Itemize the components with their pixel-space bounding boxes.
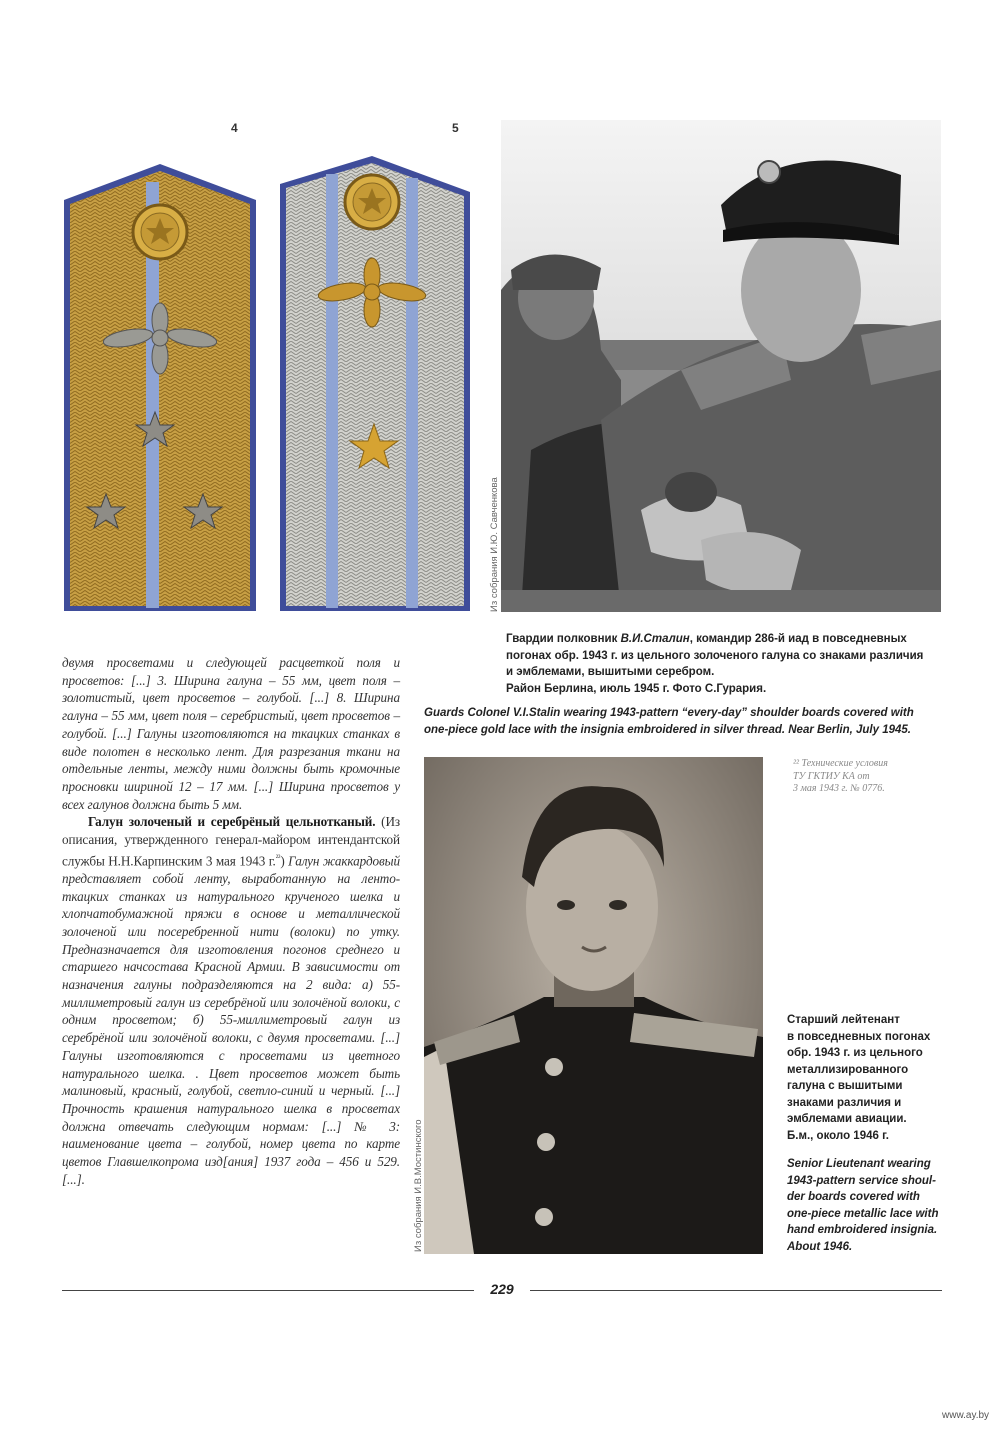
caption-stalin-ru	[506, 631, 946, 697]
paragraph-source: (Из описания, утвержденного генерал-майором интендантской службы Н.Н.Карпинским 3 мая 1943 г.	[62, 814, 400, 869]
caption-lieutenant-ru-line: знаками различия и	[787, 1096, 902, 1109]
paragraph-lead: Галун золоченый и серебрёный цельнотканый.	[88, 814, 376, 830]
silver-shoulder-board	[276, 152, 474, 615]
caption-lieutenant-ru-line: галуна с вышитыми	[787, 1080, 903, 1092]
paragraph-quote: Галун жаккардовый представляет собой ленту, выработанную на ленто-ткацких станках из натурального крученого шелка и хлопчатобумажной пряжи в основе и металлической золоченой или посеребренной нити (волоки) по утку. Предназначается для изготовления погонов среднего и старшего начсостава Красной Армии. В зависимости от назначения галуны подразделяются на 2 вида: а) 55-миллиметровый галун из серебрёной или золочёной волоки, с одним просветом; б) 55-миллиметровый галун из серебрёной или золочёной волоки, с двумя просветами. [...] Галуны изготовляются с просветами из цветного натурального шелка. . Цвет просветов может быть малиновый, красный, голубой, светло-синий и черный. [...] Прочность крашения натурального шелка в просветах должна отвечать следующим нормам: [...] № 3: наименование цвета – голубой, номер цвета по карте цветов Главшелкопрома изд[ания] 1937 года – 456 и 529. [...].	[62, 853, 400, 1187]
page-number: 229	[490, 1281, 514, 1297]
caption-lieutenant-en-line: hand embroidered insignia.	[787, 1224, 938, 1236]
figure-number-4: 4	[231, 121, 238, 135]
caption-stalin-en-line1: Guards Colonel V.I.Stalin wearing 1943-pattern “every-day” shoulder boards covered with	[424, 707, 914, 719]
caption-lieutenant-en-line: one-piece metallic lace with	[787, 1207, 939, 1220]
caption-lieutenant-en	[787, 1156, 987, 1255]
caption-lieutenant-ru-line: Б.м., около 1946 г.	[787, 1129, 889, 1142]
footnote-22	[793, 758, 933, 796]
caption-lieutenant-ru-line: обр. 1943 г. из цельного	[787, 1047, 923, 1059]
photo-credit-stalin: Из собрания И.Ю. Савченкова	[489, 477, 500, 612]
caption-lieutenant-ru-line: Старший лейтенант	[787, 1014, 900, 1026]
caption-stalin-ru-line2: погонах обр. 1943 г. из цельного золоченого галуна со знаками различия	[506, 649, 924, 662]
body-text-column	[62, 654, 400, 1188]
footnote-ref: ²²	[275, 852, 281, 862]
caption-lieutenant-ru-line: в повседневных погонах	[787, 1030, 931, 1043]
caption-stalin-ru-prefix: Гвардии полковник	[506, 633, 621, 645]
figure-number-5: 5	[452, 121, 459, 135]
caption-stalin-ru-line3: и эмблемами, вышитыми серебром.	[506, 666, 715, 678]
caption-lieutenant-en-line: 1943-pattern service shoul-	[787, 1174, 936, 1187]
caption-stalin-ru-rest: , командир 286-й иад в повседневных	[689, 633, 907, 645]
body-paragraph-1: двумя просветами и следующей расцветкой поля и просветов: [...] 3. Ширина галуна – 55 мм, цвет поля – золотистый, цвет просветов – голубой. [...] 8. Ширина галуна – 55 мм, цвет поля – серебристый, цвет просветов – голубой. [...] Галуны изготовляются на ткацких станках в виде полотен в несколько лент. Для разрезания ткани на отдельные ленты, между ними должны быть кромочные просновки шириной 12 – 17 мм. [...] Ширина просветов у всех галунов должна быть 5 мм.	[62, 655, 400, 812]
caption-stalin-ru-name: В.И.Сталин	[620, 633, 690, 645]
body-paragraph-2	[62, 813, 400, 1188]
photo-senior-lieutenant	[424, 757, 763, 1254]
photo-credit-lieutenant: Из собрания И.В.Мостинского	[413, 1119, 424, 1252]
paragraph-source-close: )	[280, 853, 285, 869]
caption-lieutenant-en-line: Senior Lieutenant wearing	[787, 1158, 931, 1170]
footnote-line1: ²² Технические условия	[793, 758, 888, 769]
gold-shoulder-board	[60, 160, 260, 615]
caption-stalin-en	[424, 705, 944, 738]
footnote-line2: ТУ ГКТИУ КА от	[793, 770, 870, 782]
footnote-line3: 3 мая 1943 г. № 0776.	[793, 783, 885, 794]
caption-stalin-ru-line4: Район Берлина, июль 1945 г. Фото С.Гурария.	[506, 682, 767, 695]
caption-lieutenant-en-line: der boards covered with	[787, 1191, 920, 1203]
caption-stalin-en-line2: one-piece gold lace with the insignia embroidered in silver thread. Near Berlin, July 1945.	[424, 723, 911, 736]
caption-lieutenant-ru-line: эмблемами авиации.	[787, 1113, 907, 1125]
footer-rule-left	[62, 1290, 474, 1291]
caption-lieutenant-ru-line: металлизированного	[787, 1063, 909, 1076]
caption-lieutenant-ru	[787, 1012, 987, 1144]
caption-lieutenant-en-line: About 1946.	[787, 1240, 853, 1253]
photo-stalin	[501, 120, 941, 612]
footer-rule-right	[530, 1290, 942, 1291]
watermark: www.ay.by	[942, 1410, 990, 1421]
